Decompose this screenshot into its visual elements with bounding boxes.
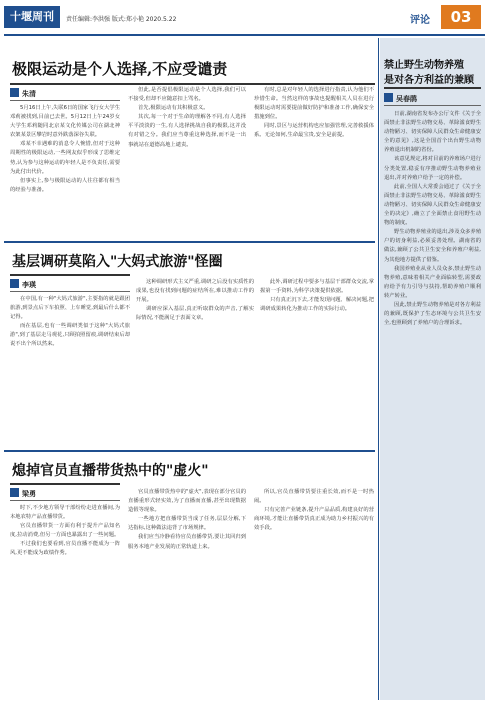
paragraph: 这种调研形式主义严重,调研之后没有实质性的成果,也没有找到问题的症结所在,难以推动工作的开展。 bbox=[136, 279, 254, 304]
article-title: 熄掉官员直播带货热中的"虚火" bbox=[12, 463, 209, 479]
title-rule bbox=[10, 483, 120, 485]
paragraph: 首先,极限运动有其积极意义。 bbox=[138, 105, 209, 112]
paragraph: 调研应深入基层,真正听取群众的声音,了解实际情况,不能满足于表面文章。 bbox=[136, 306, 254, 322]
article-title-line: 是对各方利益的兼顾 bbox=[384, 75, 474, 86]
masthead-logo: 十堰周刊 bbox=[4, 6, 60, 28]
paragraph: 此外,调研过程中要多与基层干部群众交流,掌握第一手资料,为科学决策提供依据。 bbox=[260, 279, 374, 295]
title-rule bbox=[384, 87, 481, 89]
paragraph: 但事实上,参与极限运动的人往往都有相当的经验与准备。 bbox=[10, 177, 120, 193]
paragraph: 其次,每一个对于生命的理解各不同,有人选择平平淡淡的一生,有人选择挑战自我的极限,这并没有对错之分。我们应当尊重这种选择,而不是一出事就站在道德高地上谴责。 bbox=[128, 114, 246, 148]
author-marker-icon bbox=[384, 93, 393, 102]
paragraph: 时下,不少地方领导干部纷纷走进直播间,为本地农特产品直播带货。 bbox=[10, 505, 120, 521]
paragraph: 我们应当冷静看待官员直播带货,要让其回归到服务本地产业发展的正常轨道上来。 bbox=[128, 534, 246, 550]
paragraph: 野生动物养殖业的退出,涉及众多养殖户的切身利益,必须妥善处理。湖南省的做法,兼顾了公共卫生安全和养殖户利益,为其他地方提供了借鉴。 bbox=[384, 229, 481, 263]
sidebar-divider bbox=[378, 38, 379, 700]
paragraph: 5月16日上午,失联6日的国家飞行女大学生邓莉被找到,目前已去世。5月12日上午24岁女大学生邓莉随同北京某文化传媒公司在湖北神农架某景区攀岩时意外跌落深谷失联。 bbox=[10, 105, 120, 139]
article-wildlife-farming bbox=[380, 38, 485, 700]
author-name: 梁勇 bbox=[22, 490, 36, 498]
paragraph: 官员直播带货热中的"虚火",表现在部分官员的直播重形式轻实效,为了直播而直播,甚至出现数据造假等现象。 bbox=[128, 489, 246, 514]
article-column bbox=[128, 488, 246, 694]
paragraph: 该意见规定,将对目前的养殖场户进行分类处置,稳妥有序推动野生动物养殖业退出,并对养殖户给予一定的补偿。 bbox=[384, 156, 481, 181]
author-name: 吴春鹃 bbox=[396, 95, 417, 103]
paragraph: 所以,官员直播带货要注重长效,而不是一时热闹。 bbox=[254, 489, 374, 505]
paragraph: 我国养殖业从业人员众多,禁止野生动物养殖,意味着相关产业面临转型,需要政府给予有力引导与扶持,帮助养殖户顺利转产转业。 bbox=[384, 265, 481, 299]
paragraph: 官员直播带货一方面有利于提升产品知名度,拉动消费,但另一方面也暴露出了一些问题。 bbox=[10, 523, 120, 539]
paragraph: 有时,总是对年轻人的选择进行指责,认为他们不珍惜生命。当然这样的事故也提醒相关人员在进行极限运动时需要提前做好防护和准备工作,确保安全措施到位。 bbox=[254, 87, 374, 121]
paragraph: 但此,是否提倡极限运动是个人选择,我们可以不接受,但却不应随意扣上骂名。 bbox=[128, 87, 246, 103]
paragraph: 而在基层,也有一些调研类似于这种"大妈式旅游",到了基层走马观花,只顾拍照留痕,调研结束后却说不出个所以然来。 bbox=[10, 323, 130, 348]
paragraph: 同时,景区与运营机构也应加强管理,完善救援体系。无论如何,生命最宝贵,安全是前提。 bbox=[254, 123, 374, 139]
article-column bbox=[10, 504, 120, 694]
author-name: 李瑛 bbox=[22, 281, 36, 289]
paragraph: 此前,全国人大常委会通过了《关于全面禁止非法野生动物交易、革除滥食野生动物陋习、切实保障人民群众生命健康安全的决定》,确立了全面禁止食用野生动物的制度。 bbox=[384, 183, 481, 227]
paragraph: 在中国,有一种"大妈式旅游",主要指的就是跟团旅游,到景点后下车拍照、上车睡觉,到最后什么都不记得。 bbox=[10, 296, 130, 321]
paragraph: 邓某不幸遇难的消息令人惋惜,但对于这种周期性的极限运动,一些网友似乎形成了思维定势,认为参与这种运动的年轻人是不负责任,需要为此付出代价。 bbox=[10, 141, 120, 175]
paragraph: 日前,湖南省发布办公厅文件《关于全面禁止非法野生动物交易、革除滥食野生动物陋习、切实保障人民群众生命健康安全的意见》,这是全国首个出台野生动物养殖退出机制的省份。 bbox=[384, 111, 481, 154]
paragraph: 只有真正沉下去,才能发现问题、解决问题,把调研成果转化为推动工作的实际行动。 bbox=[260, 297, 374, 313]
article-title: 基层调研莫陷入"大妈式旅游"怪圈 bbox=[12, 254, 223, 270]
author-marker-icon bbox=[10, 488, 19, 497]
author-name: 朱清 bbox=[22, 90, 36, 98]
paragraph: 一些地方把直播带货当成了任务,层层分解,下达指标,这种做法违背了市场规律。 bbox=[128, 516, 246, 532]
article-title-line: 禁止野生动物养殖 bbox=[384, 60, 464, 71]
paragraph: 只有完善产业链条,提升产品品质,构建良好的营商环境,才能让直播带货真正成为助力乡村振兴的有效手段。 bbox=[254, 507, 374, 532]
article-column bbox=[254, 488, 374, 694]
article-column bbox=[384, 110, 481, 696]
paragraph: 不过我们也要看到,官员直播不能成为一阵风,更不能成为政绩作秀。 bbox=[10, 541, 120, 557]
page-number-badge: 03 bbox=[441, 5, 481, 29]
author-rule bbox=[384, 105, 481, 106]
editor-credits: 责任编辑:李洪强 版式:郑小艳 2020.5.22 bbox=[66, 16, 177, 23]
section-label: 评论 bbox=[410, 15, 430, 26]
paragraph: 因此,禁止野生动物养殖是对各方利益的兼顾,既保护了生态环境与公共卫生安全,也照顾到了养殖户的合理诉求。 bbox=[384, 301, 481, 327]
article-title: 极限运动是个人选择,不应受谴责 bbox=[12, 60, 228, 78]
author-rule bbox=[10, 500, 120, 501]
